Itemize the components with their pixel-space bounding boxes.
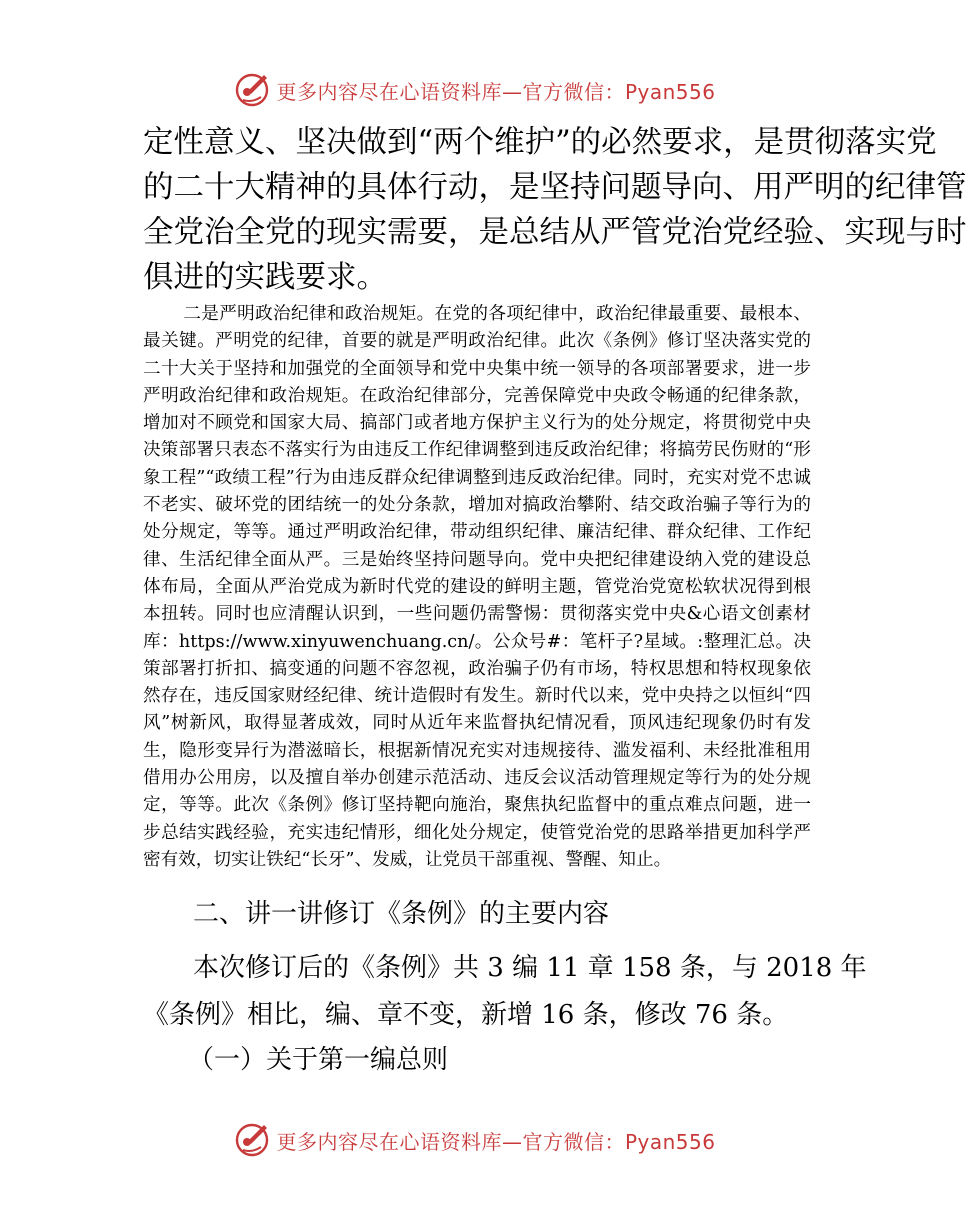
watermark-text: 更多内容尽在心语资料库—官方微信：Pyan556 (276, 1129, 716, 1154)
watermark-footer (0, 1120, 950, 1160)
intro-line-1: 定性意义、坚决做到“两个维护”的必然要求，是贯彻落实党 (143, 125, 937, 160)
body-paragraph-text: 二是严明政治纪律和政治规矩。在党的各项纪律中，政治纪律最重要、最根本、最关键。严明党的纪律，首要的就是严明政治纪律。此次《条例》修订坚决落实党的二十大关于坚持和加强党的全面领导和党中央集中统一领导的各项部署要求，进一步严明政治纪律和政治规矩。在政治纪律部分，完善保障党中央政令畅通的纪律条款，增加对不顾党和国家大局、搞部门或者地方保护主义行为的处分规定，将贯彻党中央决策部署只表态不落实行为由违反工作纪律调整到违反政治纪律；将搞劳民伤财的“形象工程”“政绩工程”行为由违反群众纪律调整到违反政治纪律。同时，充实对党不忠诚不老实、破坏党的团结统一的处分条款，增加对搞政治攀附、结交政治骗子等行为的处分规定，等等。通过严明政治纪律，带动组织纪律、廉洁纪律、群众纪律、工作纪律、生活纪律全面从严。三是始终坚持问题导向。党中央把纪律建设纳入党的建设总体布局，全面从严治党成为新时代党的建设的鲜明主题，管党治党宽松软状况得到根本扭转。同时也应清醒认识到，一些问题仍需警惕：贯彻落实党中央&心语文创素材库：https://www.xinyuwenchuang.cn/。公众号#：笔杆子?星域。:整理汇总。决策部署打折扣、搞变通的问题不容忽视，政治骗子仍有市场，特权思想和特权现象依然存在，违反国家财经纪律、统计造假时有发生。新时代以来，党中央持之以恒纠“四风”树新风，取得显著成效，同时从近年来监督执纪情况看，顶风违纪现象仍时有发生，隐形变异行为潜滋暗长，根据新情况充实对违规接待、滥发福利、未经批准租用借用办公用房，以及擅自举办创建示范活动、违反会议活动管理规定等行为的处分规定，等等。此次《条例》修订坚持靶向施治，聚焦执纪监督中的重点难点问题，进一步总结实践经验，充实违纪情形，细化处分规定，使管党治党的思路举措更加科学严密有效，切实让铁纪“长牙”、发威，让党员干部重视、警醒、知止。 (143, 304, 811, 870)
intro-line-4: 俱进的实践要求。 (143, 260, 387, 295)
summary-line-2: 《条例》相比，编、章不变，新增 16 条，修改 76 条。 (143, 1000, 789, 1030)
watermark-header (0, 70, 950, 110)
watermark-text: 更多内容尽在心语资料库—官方微信：Pyan556 (276, 79, 716, 104)
summary-line-1: 本次修订后的《条例》共 3 编 11 章 158 条，与 2018 年 (193, 953, 867, 983)
quill-logo-icon (234, 1122, 270, 1158)
intro-line-2: 的二十大精神的具体行动，是坚持问题导向、用严明的纪律管 (143, 170, 967, 205)
sub-heading: （一）关于第一编总则 (188, 1045, 449, 1075)
intro-line-3: 全党治全党的现实需要，是总结从严管党治党经验、实现与时 (143, 215, 967, 250)
quill-logo-icon (234, 72, 270, 108)
body-paragraph (143, 301, 811, 874)
section-heading: 二、讲一讲修订《条例》的主要内容 (193, 899, 610, 929)
